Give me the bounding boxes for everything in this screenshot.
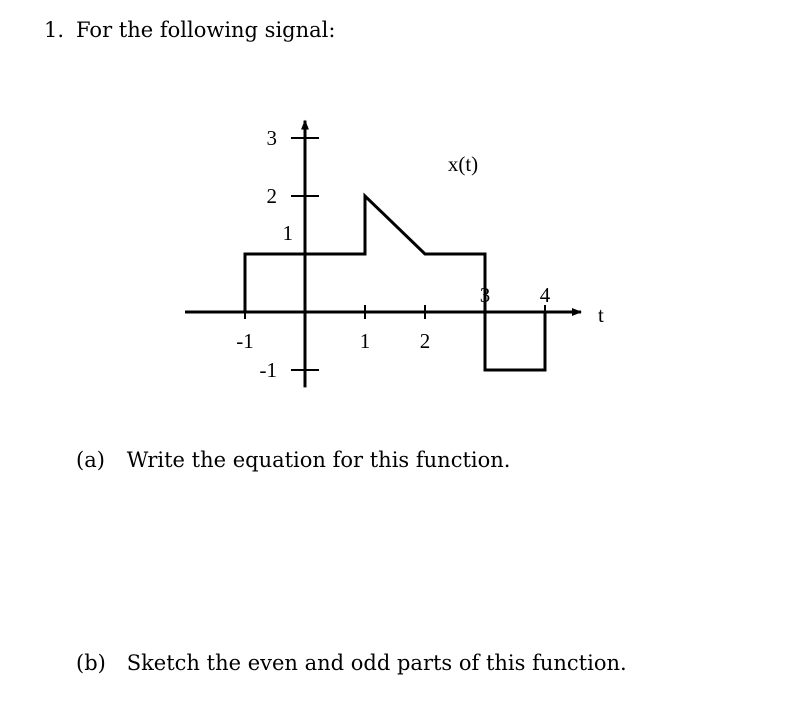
- problem-prompt: For the following signal:: [76, 18, 336, 42]
- y-tick-label: 1: [282, 221, 293, 245]
- part-a: [76, 448, 510, 472]
- part-b: [76, 651, 627, 675]
- problem-number: 1.: [44, 18, 65, 42]
- x-tick-label: -1: [236, 329, 254, 353]
- part-b-text: Sketch the even and odd parts of this function.: [126, 651, 627, 675]
- part-a-label: (a): [76, 448, 105, 472]
- x-tick-label: 2: [419, 329, 431, 353]
- x-tick-label: 3: [479, 283, 491, 307]
- x-axis-label: t: [598, 303, 604, 327]
- y-tick-label: -1: [259, 358, 277, 382]
- y-tick-label: 3: [266, 126, 277, 150]
- y-tick-label: 2: [266, 184, 277, 208]
- x-tick-label: 4: [539, 283, 551, 307]
- chart-title: x(t): [447, 152, 479, 176]
- x-tick-label: 1: [359, 329, 371, 353]
- part-b-label: (b): [76, 651, 106, 675]
- part-a-text: Write the equation for this function.: [126, 448, 511, 472]
